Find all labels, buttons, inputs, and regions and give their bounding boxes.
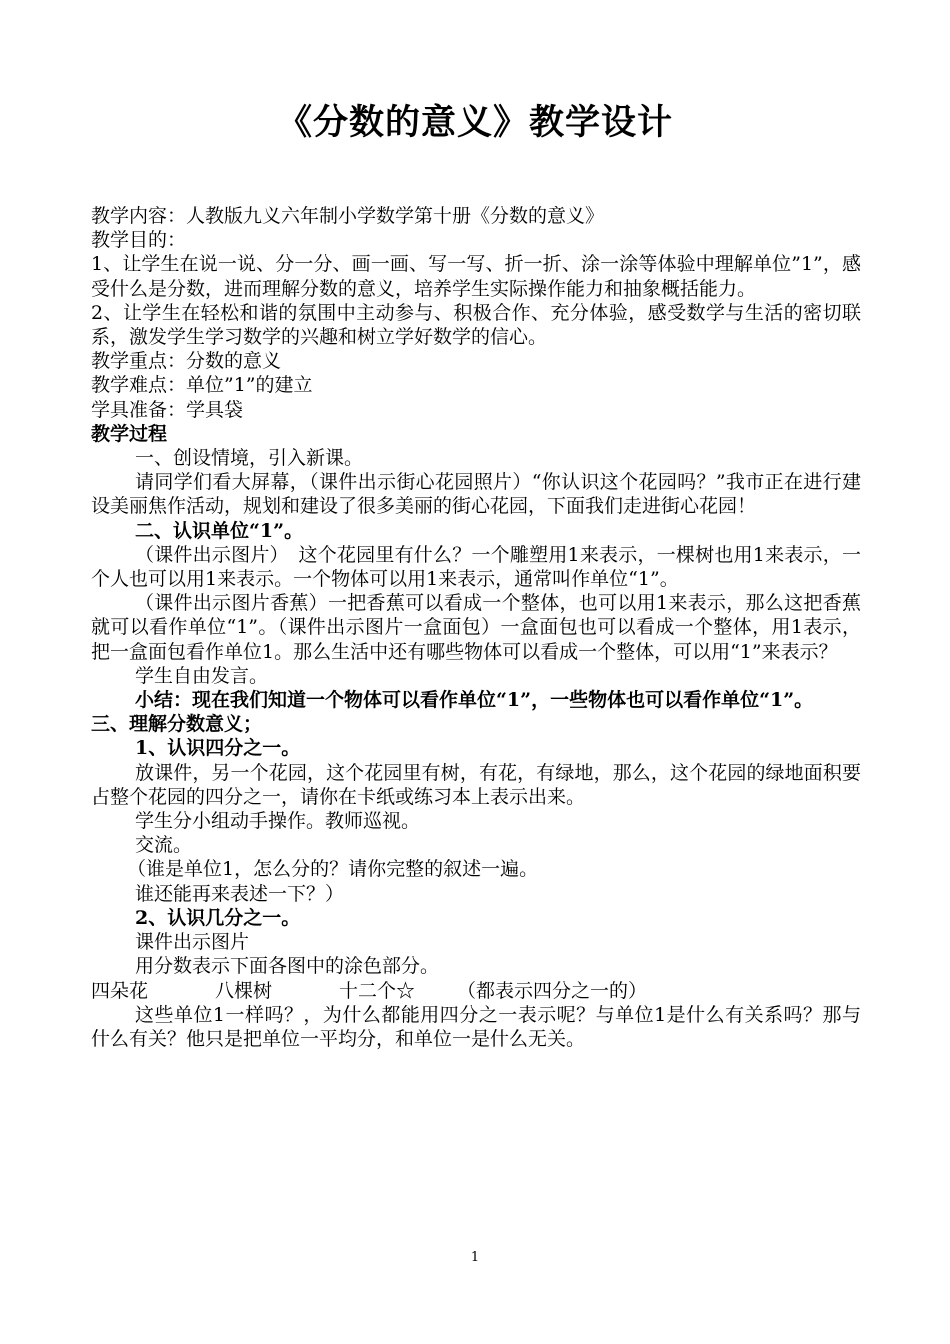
section-2-paragraph-1: （课件出示图片） 这个花园里有什么？一个雕塑用1来表示，一棵树也用1来表示，一个人也可以用1来表示。一个物体可以用1来表示，通常叫作单位“1”。: [91, 543, 861, 591]
example-trees: 八棵树: [215, 979, 273, 1002]
section-1-paragraph: 请同学们看大屏幕，（课件出示街心花园照片）“你认识这个花园吗？”我市正在进行建设美丽焦作活动，规划和建设了很多美丽的街心花园，下面我们走进街心花园！: [91, 471, 861, 518]
teaching-difficulty-line: 教学难点：单位”1”的建立: [91, 374, 313, 397]
example-note: （都表示四分之一的）: [457, 979, 648, 1002]
exchange-line: 交流。: [135, 834, 193, 857]
subsection-1-paragraph: 放课件，另一个花园，这个花园里有树，有花，有绿地，那么，这个花园的绿地面积要占整个花园的四分之一，请你在卡纸或练习本上表示出来。: [91, 761, 861, 808]
goal-item-2: 2、让学生在轻松和谐的氛围中主动参与、积极合作、充分体验，感受数学与生活的密切联系，激发学生学习数学的兴趣和树立学好数学的信心。: [91, 301, 861, 349]
subsection-2-heading: 2、认识几分之一。: [135, 906, 301, 929]
teaching-content-line: 教学内容：人教版九义六年制小学数学第十册《分数的意义》: [91, 205, 605, 227]
page-number: 1: [470, 1250, 480, 1265]
process-heading: 教学过程: [91, 422, 168, 445]
teaching-goal-heading: 教学目的：: [91, 229, 187, 252]
exercise-instruction: 用分数表示下面各图中的涂色部分。: [135, 955, 440, 978]
section-2-paragraph-2: （课件出示图片香蕉）一把香蕉可以看成一个整体，也可以用1来表示，那么这把香蕉就可以看作单位“1”。（课件出示图片一盒面包）一盒面包也可以看成一个整体，用1表示，把一盒面包看作单位1。那么生活中还有哪些物体可以看成一个整体，可以用“1”来表示？: [91, 592, 861, 663]
example-flowers: 四朵花: [91, 979, 149, 1002]
slide-line: 课件出示图片: [135, 931, 250, 954]
section-2-heading: 二、认识单位“1”。: [135, 519, 304, 542]
student-speak-line: 学生自由发言。: [135, 664, 269, 687]
section-1-heading: 一、创设情境，引入新课。: [135, 447, 364, 470]
closing-paragraph: 这些单位1一样吗？，为什么都能用四分之一表示呢？与单位1是什么有关系吗？那与什么有关？他只是把单位一平均分，和单位一是什么无关。: [91, 1003, 861, 1050]
page-title: 《分数的意义》教学设计: [276, 102, 673, 143]
teaching-focus-line: 教学重点：分数的意义: [91, 350, 282, 373]
summary-paragraph: 小结：现在我们知道一个物体可以看作单位“1”，一些物体也可以看作单位“1”。: [135, 689, 814, 712]
subsection-1-heading: 1、认识四分之一。: [135, 737, 301, 760]
question-line-1: （谁是单位1，怎么分的？请你完整的叙述一遍。: [127, 858, 539, 881]
example-stars: 十二个☆: [339, 979, 416, 1002]
group-work-line: 学生分小组动手操作。教师巡视。: [135, 810, 421, 833]
goal-item-1: 1、让学生在说一说、分一分、画一画、写一写、折一折、涂一涂等体验中理解单位”1”，感受什么是分数，进而理解分数的意义，培养学生实际操作能力和抽象概括能力。: [91, 253, 861, 300]
examples-line: [91, 979, 861, 1003]
section-3-heading: 三、理解分数意义；: [91, 713, 263, 736]
materials-line: 学具准备：学具袋: [91, 398, 244, 421]
question-line-2: 谁还能再来表述一下？）: [135, 882, 345, 905]
document-body: [91, 204, 861, 1051]
